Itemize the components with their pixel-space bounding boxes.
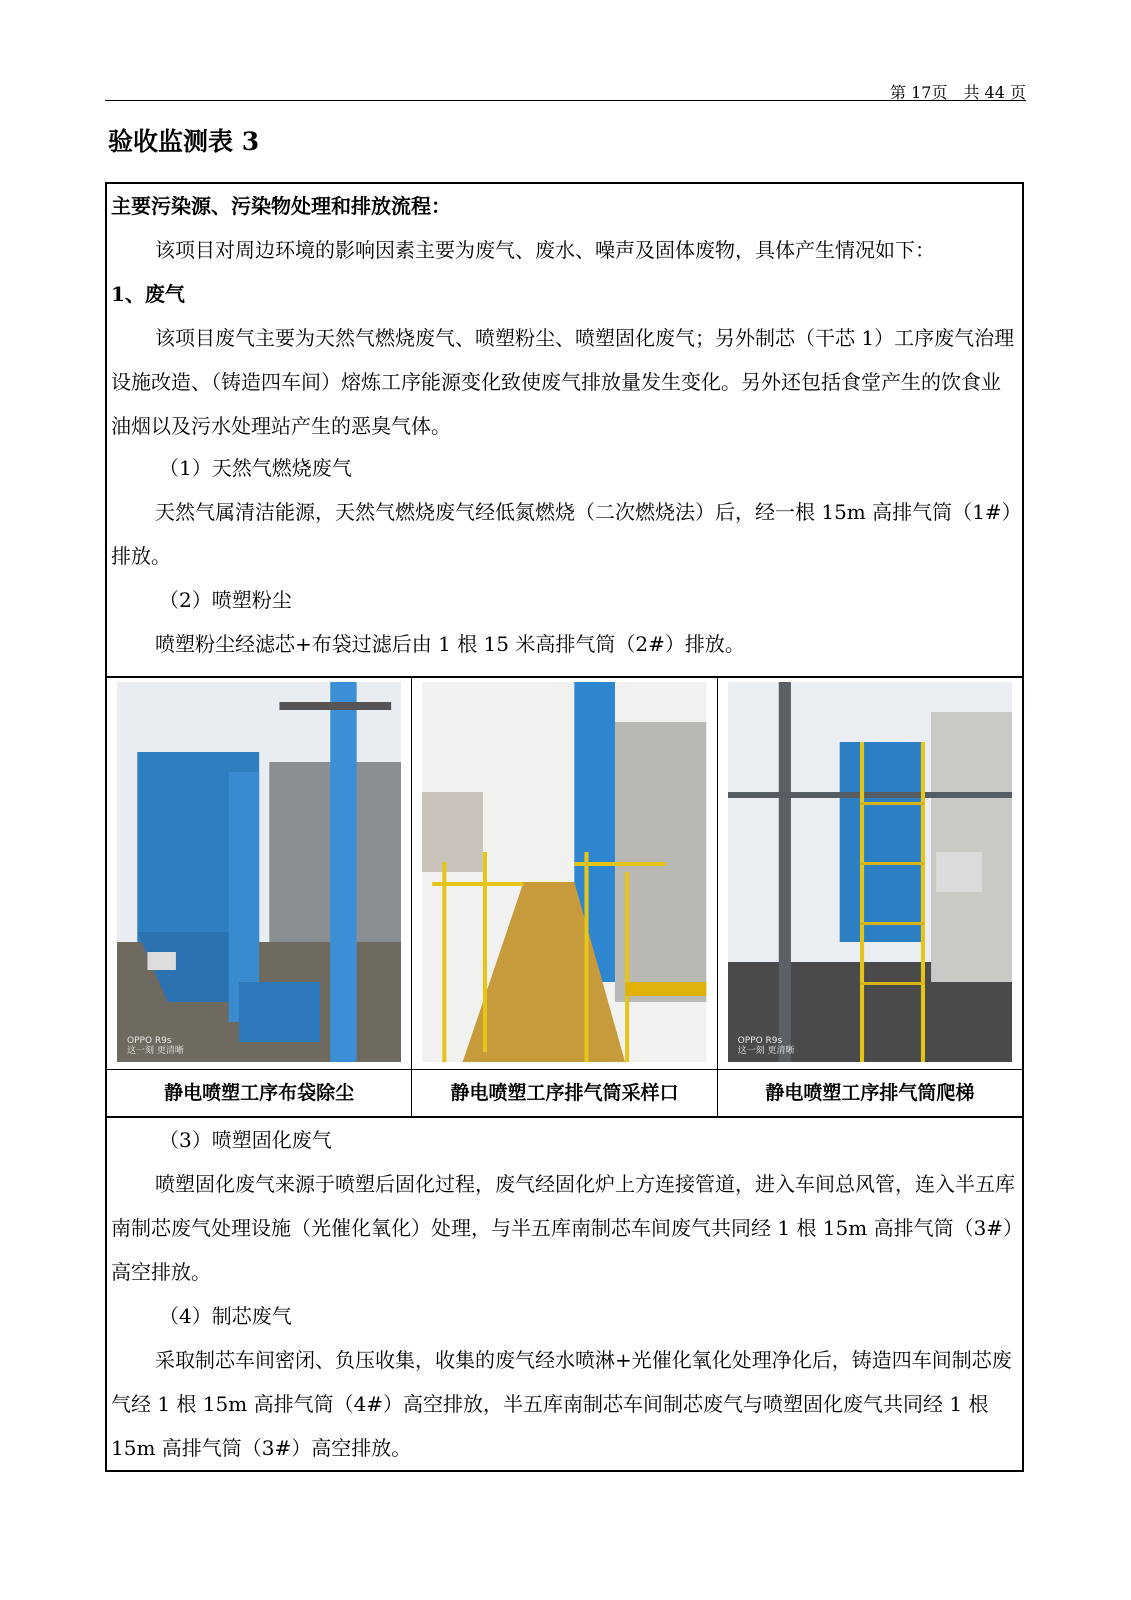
doc-title: 验收监测表 3 (108, 127, 260, 156)
waste-gas-heading: 1、废气 (111, 282, 185, 306)
photo-stack-sampling-port (422, 682, 706, 1062)
item-4-heading: （4）制芯废气 (159, 1304, 292, 1328)
item-1-heading: （1）天然气燃烧废气 (159, 456, 352, 480)
item-4-text: 采取制芯车间密闭、负压收集，收集的废气经水喷淋+光催化氧化处理净化后，铸造四车间制芯废气经 1 根 15m 高排气筒（4#）高空排放，半五库南制芯车间制芯废气与喷塑固化废气共同经 1 根 15m 高排气筒（3#）高空排放。 (111, 1348, 1012, 1460)
photo-watermark: OPPO R9s 这一刻 更清晰 (127, 1036, 184, 1056)
photo-baghouse-dust-collector (117, 682, 401, 1062)
photo-caption-2: 静电喷塑工序排气筒采样口 (412, 1069, 716, 1116)
section-heading: 主要污染源、污染物处理和排放流程： (111, 194, 451, 218)
item-1-text: 天然气属清洁能源，天然气燃烧废气经低氮燃烧（二次燃烧法）后，经一根 15m 高排气筒（1#）排放。 (111, 500, 1012, 568)
photo-cell-2 (412, 678, 717, 1116)
photo-watermark: OPPO R9s 这一刻 更清晰 (737, 1036, 795, 1056)
content-frame (105, 182, 1024, 1472)
item-2-text: 喷塑粉尘经滤芯+布袋过滤后由 1 根 15 米高排气筒（2#）排放。 (155, 632, 745, 656)
item-2-heading: （2）喷塑粉尘 (159, 588, 292, 612)
photo-stack-ladder (728, 682, 1012, 1062)
page-number: 第 17页 共 44 页 (890, 83, 1026, 102)
header-rule (105, 100, 1026, 101)
photo-cell-3 (718, 678, 1022, 1116)
photo-row (107, 676, 1022, 1118)
photo-cell-1 (107, 678, 412, 1116)
waste-gas-intro: 该项目废气主要为天然气燃烧废气、喷塑粉尘、喷塑固化废气；另外制芯（干芯 1）工序废气治理设施改造、（铸造四车间）熔炼工序能源变化致使废气排放量发生变化。另外还包括食堂产生的饮食业油烟以及污水处理站产生的恶臭气体。 (111, 326, 1015, 438)
intro-paragraph: 该项目对周边环境的影响因素主要为废气、废水、噪声及固体废物，具体产生情况如下： (155, 238, 935, 262)
item-3-heading: （3）喷塑固化废气 (159, 1128, 332, 1152)
photo-caption-1: 静电喷塑工序布袋除尘 (107, 1069, 411, 1116)
photo-caption-3: 静电喷塑工序排气筒爬梯 (718, 1069, 1022, 1116)
item-3-text: 喷塑固化废气来源于喷塑后固化过程，废气经固化炉上方连接管道，进入车间总风管，连入半五库南制芯废气处理设施（光催化氧化）处理，与半五库南制芯车间废气共同经 1 根 15m 高排气筒（3#）高空排放。 (111, 1172, 1015, 1284)
